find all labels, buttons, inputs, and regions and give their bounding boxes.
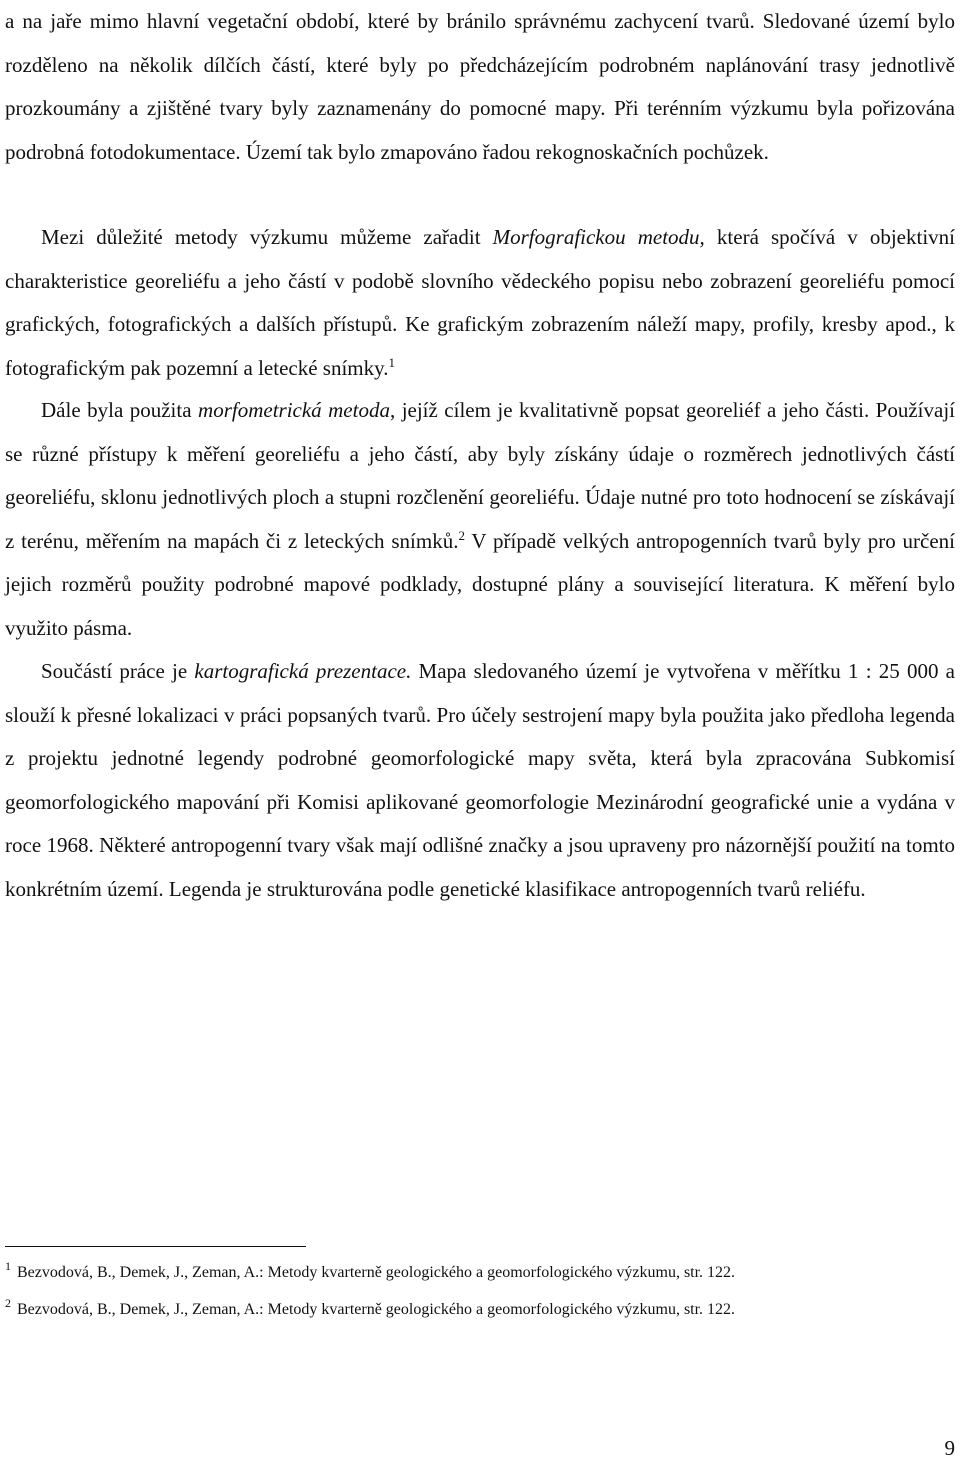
paragraph-text: V případě velkých antropogenních tvarů byly pro určení jejich rozměrů použity podrobné mapové podklady, dostupné plány a související literatura. K měření bylo využito pásma.: [5, 528, 955, 640]
paragraph-morphometric-method: [5, 389, 955, 650]
footnote: [5, 1256, 905, 1289]
footnote-text: Bezvodová, B., Demek, J., Zeman, A.: Metody kvarterně geologického a geomorfologického výzkumu, str. 122.: [17, 1301, 736, 1318]
footnote-separator: [5, 1246, 306, 1247]
footnote-text: Bezvodová, B., Demek, J., Zeman, A.: Metody kvarterně geologického a geomorfologického výzkumu, str. 122.: [17, 1264, 736, 1281]
footnote-reference: 1: [388, 354, 396, 370]
page-number: 9: [944, 1436, 955, 1460]
method-term: morfometrická metoda: [198, 398, 390, 422]
paragraph-text: Součástí práce je: [41, 659, 195, 683]
footnote: [5, 1293, 905, 1326]
footnote-number: 1: [5, 1259, 11, 1273]
method-term: kartografická prezentace.: [194, 659, 412, 683]
paragraph-text: která spočívá v objektivní charakteristice georeliéfu a jeho částí v podobě slovního vědeckého popisu nebo zobrazení georeliéfu pomocí grafických, fotografických a dalších přístupů. Ke grafickým zobrazením náleží mapy, profily, kresby apod., k fotografickým pak pozemní a letecké snímky.: [5, 225, 956, 380]
paragraph-fieldwork: a na jaře mimo hlavní vegetační období, které by bránilo správnému zachycení tvarů. Sledované území bylo rozděleno na několik dílčích částí, které byly po předcházejícím podrobném naplánování trasy jednotlivě prozkoumány a zjištěné tvary byly zaznamenány do pomocné mapy. Při terénním výzkumu byla pořizována podrobná fotodokumentace. Území tak bylo zmapováno řadou rekognoskačních pochůzek.: [5, 9, 955, 164]
document-body: [5, 0, 955, 911]
footnote-reference: 2: [458, 527, 465, 543]
footnote-number: 2: [5, 1296, 11, 1310]
method-term: Morfografickou metodu,: [492, 225, 705, 249]
paragraph-text: Mezi důležité metody výzkumu můžeme zařadit: [41, 225, 493, 249]
footnotes: [5, 1256, 905, 1330]
paragraph-text: Mapa sledovaného území je vytvořena v měřítku 1 : 25 000 a slouží k přesné lokalizaci v práci popsaných tvarů. Pro účely sestrojení mapy byla použita jako předloha legenda z projektu jednotné legendy podrobné geomorfologické mapy světa, která byla zpracována Subkomisí geomorfologického mapování při Komisi aplikované geomorfologie Mezinárodní geografické unie a vydána v roce 1968. Některé antropogenní tvary však mají odlišné značky a jsou upraveny pro názornější použití na tomto konkrétním území. Legenda je strukturována podle genetické klasifikace antropogenních tvarů reliéfu.: [5, 659, 955, 901]
paragraph-text: , jejíž cílem je kvalitativně popsat georeliéf a jeho části. Používají se různé přístupy k měření georeliéfu a jeho částí, aby byly získány údaje o rozměrech jednotlivých částí georeliéfu, sklonu jednotlivých ploch a stupni rozčlenění georeliéfu. Údaje nutné pro toto hodnocení se získávají z terénu, měřením na mapách či z leteckých snímků.: [5, 398, 955, 553]
paragraph-morphographic-method: [5, 216, 955, 390]
paragraph-text: Dále byla použita: [41, 398, 199, 422]
paragraph-cartographic-presentation: [5, 650, 955, 911]
